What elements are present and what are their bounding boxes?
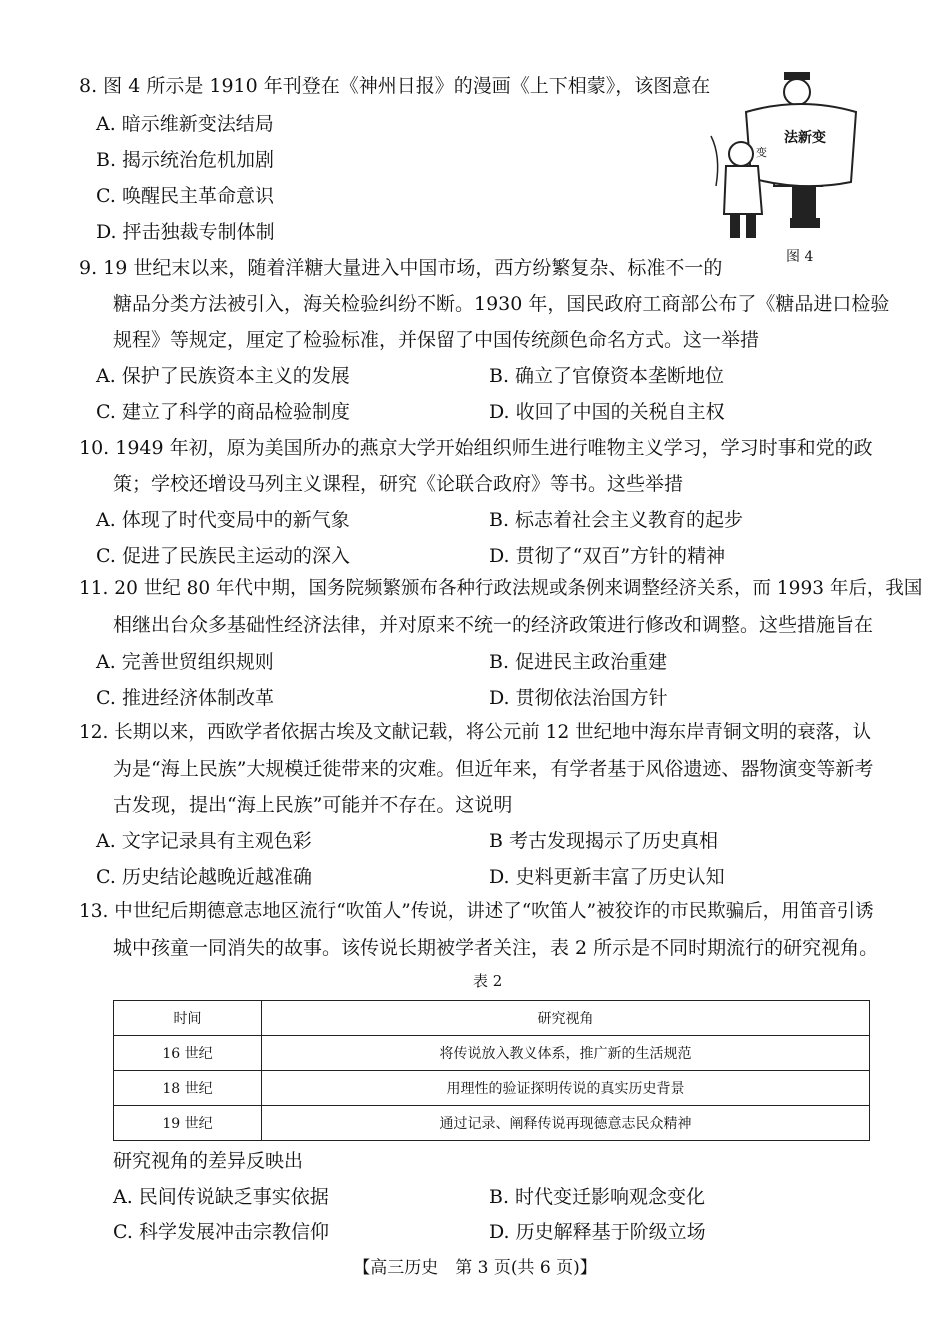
q11-stem-line-1: 11. 20 世纪 80 年代中期，国务院频繁颁布各种行政法规或条例来调整经济关系，而 1993 年后，我国 bbox=[79, 578, 923, 599]
q9-stem-line-2: 糖品分类方法被引入，海关检验纠纷不断。1930 年，国民政府工商部公布了《糖品进口检验 bbox=[113, 293, 890, 315]
table-cell-period: 18 世纪 bbox=[114, 1071, 262, 1106]
q11-stem-line-2: 相继出台众多基础性经济法律，并对原来不统一的经济政策进行修改和调整。这些措施旨在 bbox=[113, 614, 874, 636]
q8-option-d[interactable]: D. 抨击独裁专制体制 bbox=[96, 221, 275, 243]
q11-option-b[interactable]: B. 促进民主政治重建 bbox=[489, 651, 668, 673]
figure-4-caption: 图 4 bbox=[786, 249, 814, 265]
q11-option-d[interactable]: D. 贯彻依法治国方针 bbox=[489, 687, 668, 709]
q10-option-c[interactable]: C. 促进了民族民主运动的深入 bbox=[96, 545, 350, 567]
table-2 bbox=[113, 1000, 870, 1141]
q13-option-a[interactable]: A. 民间传说缺乏事实依据 bbox=[113, 1186, 329, 1208]
q12-stem-line-3: 古发现，提出“海上民族”可能并不存在。这说明 bbox=[113, 794, 513, 816]
q12-option-d[interactable]: D. 史料更新丰富了历史认知 bbox=[489, 866, 725, 888]
q12-stem-line-2: 为是“海上民族”大规模迁徙带来的灾难。但近年来，有学者基于风俗遗迹、器物演变等新考 bbox=[113, 758, 874, 780]
table-header-time: 时间 bbox=[114, 1001, 262, 1036]
table-cell-perspective: 通过记录、阐释传说再现德意志民众精神 bbox=[262, 1106, 870, 1141]
q9-option-b[interactable]: B. 确立了官僚资本垄断地位 bbox=[489, 365, 725, 387]
official-head bbox=[784, 79, 810, 105]
q8-option-c[interactable]: C. 唤醒民主革命意识 bbox=[96, 185, 274, 207]
q9-stem-line-1: 9. 19 世纪末以来，随着洋糖大量进入中国市场，西方纷繁复杂、标准不一的 bbox=[79, 257, 723, 279]
q13-post-stem: 研究视角的差异反映出 bbox=[113, 1150, 304, 1172]
q10-stem-line-1: 10. 1949 年初，原为美国所办的燕京大学开始组织师生进行唯物主义学习，学习时事和党的政 bbox=[79, 437, 873, 459]
q8-option-a[interactable]: A. 暗示维新变法结局 bbox=[96, 113, 274, 135]
q13-option-b[interactable]: B. 时代变迁影响观念变化 bbox=[489, 1186, 706, 1208]
banner-text: 法新变 bbox=[784, 130, 826, 146]
q13-option-d[interactable]: D. 历史解释基于阶级立场 bbox=[489, 1221, 706, 1243]
table-cell-period: 19 世纪 bbox=[114, 1106, 262, 1141]
table-cell-perspective: 用理性的验证探明传说的真实历史背景 bbox=[262, 1071, 870, 1106]
q10-stem-line-2: 策；学校还增设马列主义课程，研究《论联合政府》等书。这些举措 bbox=[113, 473, 684, 495]
q9-option-c[interactable]: C. 建立了科学的商品检验制度 bbox=[96, 401, 350, 423]
q12-option-b[interactable]: B 考古发现揭示了历史真相 bbox=[489, 830, 719, 852]
q11-option-a[interactable]: A. 完善世贸组织规则 bbox=[96, 651, 274, 673]
cartoon-figure-4 bbox=[706, 66, 866, 248]
q13-stem-line-1: 13. 中世纪后期德意志地区流行“吹笛人”传说，讲述了“吹笛人”被狡诈的市民欺骗后，用笛音引诱 bbox=[79, 901, 874, 922]
table-row bbox=[114, 1036, 870, 1071]
q13-option-c[interactable]: C. 科学发展冲击宗教信仰 bbox=[113, 1221, 329, 1243]
q10-option-d[interactable]: D. 贯彻了“双百”方针的精神 bbox=[489, 545, 726, 567]
q8-option-b[interactable]: B. 揭示统治危机加剧 bbox=[96, 149, 275, 171]
q12-stem-line-1: 12. 长期以来，西欧学者依据古埃及文献记载，将公元前 12 世纪地中海东岸青铜文明的衰落，认 bbox=[79, 722, 872, 743]
q12-option-a[interactable]: A. 文字记录具有主观色彩 bbox=[96, 830, 312, 852]
q13-stem-line-2: 城中孩童一同消失的故事。该传说长期被学者关注，表 2 所示是不同时期流行的研究视角。 bbox=[113, 937, 879, 959]
table-row bbox=[114, 1106, 870, 1141]
q9-option-a[interactable]: A. 保护了民族资本主义的发展 bbox=[96, 365, 350, 387]
table-2-title: 表 2 bbox=[473, 972, 503, 990]
q8-stem: 8. 图 4 所示是 1910 年刊登在《神州日报》的漫画《上下相蒙》，该图意在 bbox=[79, 75, 711, 97]
q9-option-d[interactable]: D. 收回了中国的关税自主权 bbox=[489, 401, 725, 423]
commoner-head bbox=[729, 142, 753, 166]
q10-option-b[interactable]: B. 标志着社会主义教育的起步 bbox=[489, 509, 744, 531]
table-header-row bbox=[114, 1001, 870, 1036]
page-footer: 【高三历史 第 3 页(共 6 页)】 bbox=[353, 1258, 597, 1278]
q11-option-c[interactable]: C. 推进经济体制改革 bbox=[96, 687, 274, 709]
q12-option-c[interactable]: C. 历史结论越晚近越准确 bbox=[96, 866, 312, 888]
small-banner-text: 变 bbox=[756, 146, 767, 159]
table-header-perspective: 研究视角 bbox=[262, 1001, 870, 1036]
table-row bbox=[114, 1071, 870, 1106]
q9-stem-line-3: 规程》等规定，厘定了检验标准，并保留了中国传统颜色命名方式。这一举措 bbox=[113, 329, 760, 351]
q10-option-a[interactable]: A. 体现了时代变局中的新气象 bbox=[96, 509, 350, 531]
table-cell-perspective: 将传说放入教义体系，推广新的生活规范 bbox=[262, 1036, 870, 1071]
table-cell-period: 16 世纪 bbox=[114, 1036, 262, 1071]
